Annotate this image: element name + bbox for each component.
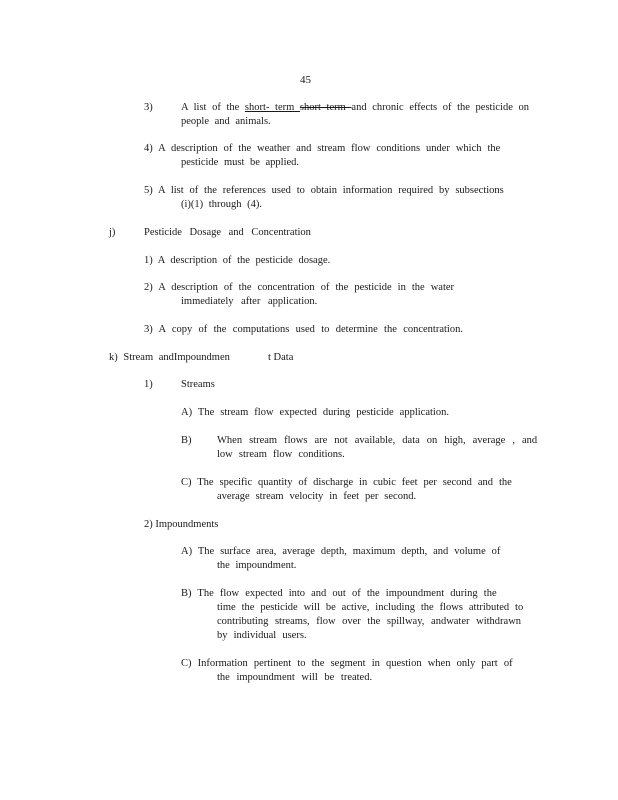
item-k1-number: 1) <box>144 379 153 390</box>
item-3-number: 3) <box>144 102 153 113</box>
item-4-line-1: 4) A description of the weather and stream flow conditions under which the <box>144 143 501 154</box>
item-k2a-line-2: the impoundment. <box>217 560 297 571</box>
item-k2b-line-2: time the pesticide will be active, including the flows attributed to <box>217 602 524 613</box>
item-k1b-line-2: low stream flow conditions. <box>217 449 345 460</box>
item-3-deleted-text: short term <box>299 102 352 113</box>
item-k1-title: Streams <box>181 379 215 390</box>
page-number: 45 <box>300 74 311 86</box>
item-k2b-line-1: B) The flow expected into and out of the impoundment during the <box>181 588 497 599</box>
item-k1b-number: B) <box>181 435 192 446</box>
item-3-text-b: and chronic effects of the pesticide on <box>351 102 529 113</box>
item-4-line-2: pesticide must be applied. <box>181 157 300 168</box>
item-j3: 3) A copy of the computations used to determine the concentration. <box>144 324 463 335</box>
item-5-line-1: 5) A list of the references used to obtain information required by subsections <box>144 185 504 196</box>
item-3-inserted-text: short- term <box>244 102 300 113</box>
item-k2c-line-2: the impoundment will be treated. <box>217 672 373 683</box>
item-k2c-line-1: C) Information pertinent to the segment in question when only part of <box>181 658 513 669</box>
item-k1c-line-1: C) The specific quantity of discharge in cubic feet per second and the <box>181 477 512 488</box>
item-5-line-2: (i)(1) through (4). <box>181 199 262 210</box>
section-k-title-part-2: t Data <box>268 352 294 363</box>
item-3-line-1 <box>181 101 529 115</box>
item-k2a-line-1: A) The surface area, average depth, maximum depth, and volume of <box>181 546 501 557</box>
section-k-title-part-1: k) Stream andImpoundmen <box>109 352 230 363</box>
section-j-number: j) <box>109 227 116 238</box>
item-k1c-line-2: average stream velocity in feet per second. <box>217 491 417 502</box>
section-j-title: Pesticide Dosage and Concentration <box>144 227 311 238</box>
item-j2-line-1: 2) A description of the concentration of the pesticide in the water <box>144 282 455 293</box>
item-k1a: A) The stream flow expected during pesticide application. <box>181 407 449 418</box>
item-j2-line-2: immediately after application. <box>181 296 318 307</box>
item-k2-title: 2) Impoundments <box>144 519 219 530</box>
item-3-line-2: people and animals. <box>181 116 271 127</box>
item-k2b-line-3: contributing streams, flow over the spillway, andwater withdrawn <box>217 616 522 627</box>
item-k2b-line-4: by individual users. <box>217 630 307 641</box>
item-j1: 1) A description of the pesticide dosage. <box>144 255 331 266</box>
item-3-text-a: A list of the <box>181 102 245 113</box>
item-k1b-line-1: When stream flows are not available, data on high, average , and <box>217 435 538 446</box>
